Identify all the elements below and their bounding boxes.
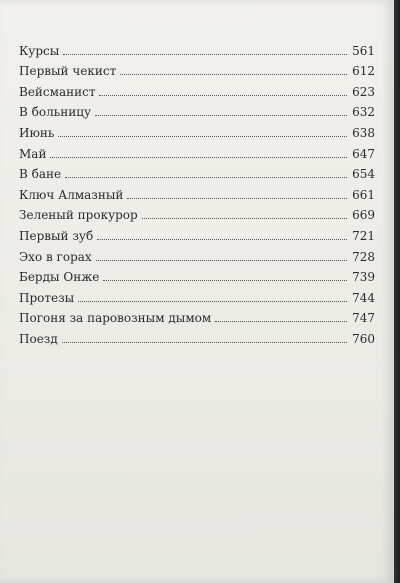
toc-entry-page: 721 [352,228,375,243]
toc-entry [19,162,375,183]
toc-entry-title: Ключ Алмазный [19,187,124,202]
toc-entry [19,223,375,244]
toc-entry [19,59,375,80]
toc-entry-title: В больницу [19,105,92,120]
toc-entry-page: 623 [352,84,375,99]
toc-entry-page: 632 [352,105,375,120]
dot-leader [120,74,347,75]
toc-entry-page: 647 [352,146,375,161]
toc-entry [19,79,375,100]
toc-entry [19,306,375,327]
toc-entry [19,120,375,141]
toc-entry-page: 744 [352,290,375,305]
toc-entry [19,244,375,265]
toc-entry-title: Вейсманист [19,84,96,99]
dot-leader [127,198,347,199]
dot-leader [58,136,347,137]
dot-leader [96,260,347,261]
toc-entry [19,38,375,59]
toc-entry-page: 661 [352,187,375,202]
toc-entry-page: 654 [352,167,375,182]
dot-leader [99,95,347,96]
toc-entry-title: Протезы [19,290,75,305]
toc-entry-title: Зеленый прокурор [19,208,138,223]
toc-entry-title: Погоня за паровозным дымом [19,311,212,326]
toc-entry-title: В бане [19,167,62,182]
dot-leader [62,342,347,343]
book-spine-edge [394,0,400,583]
dot-leader [65,177,347,178]
dot-leader [95,115,347,116]
table-of-contents [19,38,375,347]
dot-leader [215,321,347,322]
toc-entry-title: Курсы [19,43,60,58]
dot-leader [78,301,347,302]
toc-entry [19,326,375,347]
dot-leader [103,280,347,281]
dot-leader [63,54,347,55]
toc-entry-title: Июнь [19,125,55,140]
toc-entry-title: Берды Онже [19,270,100,285]
toc-entry-page: 728 [352,249,375,264]
toc-entry [19,182,375,203]
toc-entry [19,100,375,121]
toc-entry-title: Первый чекист [19,64,117,79]
dot-leader [97,239,347,240]
toc-entry-page: 669 [352,208,375,223]
toc-entry-title: Эхо в горах [19,249,92,264]
toc-entry-page: 760 [352,331,375,346]
toc-entry-page: 561 [352,43,375,58]
toc-entry-title: Поезд [19,331,58,346]
toc-entry-title: Май [19,146,47,161]
toc-entry-page: 747 [352,311,375,326]
toc-entry-page: 739 [352,270,375,285]
dot-leader [50,157,347,158]
toc-entry [19,285,375,306]
toc-entry-page: 612 [352,64,375,79]
toc-entry [19,203,375,224]
toc-entry-page: 638 [352,125,375,140]
dot-leader [142,218,347,219]
toc-entry [19,141,375,162]
toc-entry-title: Первый зуб [19,228,94,243]
toc-entry [19,265,375,286]
